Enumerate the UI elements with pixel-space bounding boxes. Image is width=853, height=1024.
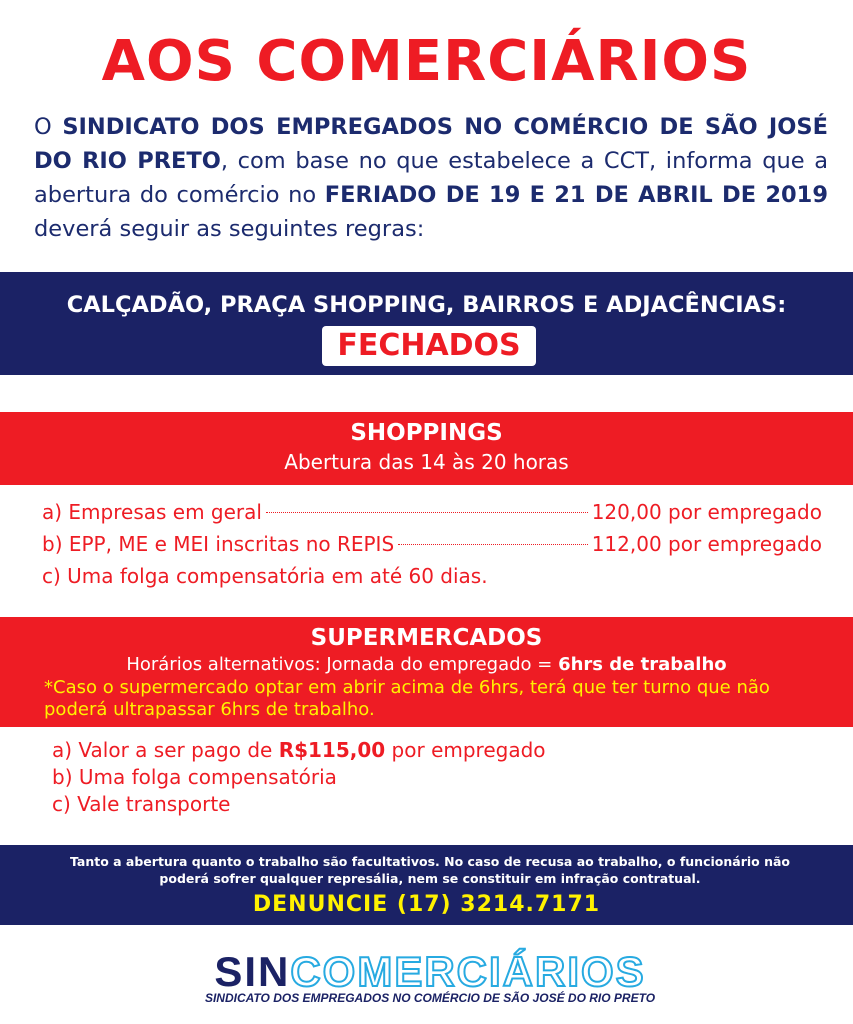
closed-section-banner xyxy=(0,272,853,375)
list-item xyxy=(52,791,752,818)
list-item xyxy=(42,528,822,560)
shoppings-title: SHOPPINGS xyxy=(350,420,503,446)
logo-subtitle: SINDICATO DOS EMPREGADOS NO COMÉRCIO DE SÃO JOSÉ DO RIO PRETO xyxy=(204,991,656,1005)
closed-section-heading: CALÇADÃO, PRAÇA SHOPPING, BAIRROS E ADJACÊNCIAS: xyxy=(66,292,787,318)
supermercados-hours xyxy=(0,653,853,677)
rule-text: c) Uma folga compensatória em até 60 dias. xyxy=(42,564,488,588)
list-item xyxy=(52,737,752,764)
footer-banner xyxy=(0,845,853,925)
intro-paragraph xyxy=(34,110,828,246)
rule-text: a) Valor a ser pago de xyxy=(52,738,279,762)
dotted-leader xyxy=(266,512,588,513)
list-item xyxy=(42,496,822,528)
supermercados-banner xyxy=(0,617,853,727)
logo-wordmark xyxy=(170,950,690,994)
closed-status-badge xyxy=(322,326,536,366)
union-logo xyxy=(170,950,690,1010)
rule-value: R$115,00 xyxy=(278,738,386,762)
rule-text: a) Empresas em geral xyxy=(42,500,262,524)
dotted-leader xyxy=(398,544,588,545)
shoppings-rules-list xyxy=(42,496,822,592)
intro-text-2: , com base no que estabelece a CCT, informa que a abertura do comércio no xyxy=(34,148,828,208)
supermercados-rules-list xyxy=(52,737,752,818)
list-item xyxy=(52,764,752,791)
logo-part-sin: SIN xyxy=(214,948,291,995)
intro-text-3: deverá seguir as seguintes regras: xyxy=(34,216,425,242)
supermercados-hours-text: Horários alternativos: Jornada do empregado = xyxy=(126,654,559,675)
supermercados-hours-emph: 6hrs de trabalho xyxy=(558,654,727,675)
rule-value: 112,00 por empregado xyxy=(591,532,822,556)
closed-status-text: FECHADOS xyxy=(337,328,521,363)
rule-text: b) EPP, ME e MEI inscritas no REPIS xyxy=(42,532,395,556)
union-name: SINDICATO DOS EMPREGADOS NO COMÉRCIO DE SÃO JOSÉ DO RIO PRETO xyxy=(34,114,828,174)
rule-text-suffix: por empregado xyxy=(385,738,546,762)
shoppings-banner xyxy=(0,412,853,485)
supermercados-title: SUPERMERCADOS xyxy=(310,625,543,651)
supermercados-note: *Caso o supermercado optar em abrir acima de 6hrs, terá que ter turno que não poderá ultrapassar 6hrs de trabalho. xyxy=(44,677,770,720)
list-item xyxy=(42,560,822,592)
report-phone: DENUNCIE (17) 3214.7171 xyxy=(252,892,601,917)
rule-text: c) Vale transporte xyxy=(52,792,231,816)
page-title: AOS COMERCIÁRIOS xyxy=(101,29,752,94)
holiday-dates: FERIADO DE 19 E 21 DE ABRIL DE 2019 xyxy=(324,182,828,208)
shoppings-hours: Abertura das 14 às 20 horas xyxy=(284,450,569,474)
intro-text-1: O xyxy=(34,114,63,140)
footer-notice: Tanto a abertura quanto o trabalho são facultativos. No caso de recusa ao trabalho, o funcionário não poderá sofrer qualquer represália, nem se constituir em infração contratual. xyxy=(69,854,791,886)
rule-text: b) Uma folga compensatória xyxy=(52,765,337,789)
rule-value: 120,00 por empregado xyxy=(591,500,822,524)
logo-part-comerciarios: COMERCIÁRIOS xyxy=(290,948,646,995)
